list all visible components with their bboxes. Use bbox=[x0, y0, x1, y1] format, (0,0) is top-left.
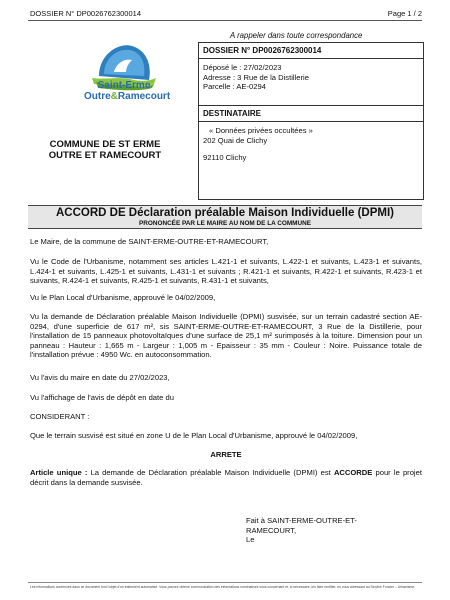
recipient-city: 92110 Clichy bbox=[203, 153, 247, 163]
privacy-footer: Les informations contenues dans ce document font l'objet d'un traitement automatisé. Vous pouvez obtenir communication des informations nominatives vous concernant et, si nécessaire, les faire rectifier, en vous adressant au Service Foncier – Urbanisme. bbox=[30, 585, 416, 589]
header-divider bbox=[28, 20, 422, 21]
article-text: La demande de Déclaration préalable Maison Individuelle (DPMI) est bbox=[90, 468, 331, 477]
recipient-street: 202 Quai de Clichy bbox=[203, 135, 268, 145]
article-text-end: pour le projet décrit dans la demande susvisée. bbox=[30, 468, 422, 487]
decision-title: ACCORD DE Déclaration préalable Maison Individuelle (DPMI) bbox=[55, 207, 395, 219]
article-unique bbox=[30, 468, 422, 487]
recipient-box bbox=[198, 106, 424, 200]
mayor-opinion: Vu l'avis du maire en date du 27/02/2023, bbox=[30, 373, 170, 382]
urban-plan-reference: Vu le Plan Local d'Urbanisme, approuvé le 04/02/2009, bbox=[30, 293, 216, 302]
recipient-details bbox=[199, 122, 423, 163]
deposit-date: Déposé le : 27/02/2023 bbox=[203, 63, 282, 72]
dossier-box-title: DOSSIER N° DP0026762300014 bbox=[199, 43, 423, 59]
article-label: Article unique : bbox=[30, 468, 88, 477]
decision-result: ACCORDE bbox=[333, 468, 373, 477]
logo-wordmark: Saint-Erme Outre&Ramecourt bbox=[84, 80, 171, 102]
zone-statement: Que le terrain susvisé est situé en zone U de le Plan Local d'Urbanisme, approuvé le 04/02/2009, bbox=[30, 431, 358, 440]
posting-notice: Vu l'affichage de l'avis de dépôt en date du bbox=[30, 393, 174, 402]
header-page-number: Page 1 / 2 bbox=[387, 9, 422, 18]
recipient-name: « Données privées occultées » bbox=[209, 126, 313, 135]
recipient-box-title: DESTINATAIRE bbox=[199, 106, 423, 122]
decision-subtitle: PRONONCÉE PAR LE MAIRE AU NOM DE LA COMMUNE bbox=[139, 220, 311, 227]
footer-divider bbox=[28, 582, 422, 583]
mayor-intro: Le Maire, de la commune de SAINT-ERME-OUTRE-ET-RAMECOURT, bbox=[30, 237, 269, 246]
header-dossier-number: DOSSIER N° DP0026762300014 bbox=[30, 9, 141, 18]
dossier-info-box bbox=[198, 42, 424, 106]
property-address: Adresse : 3 Rue de la Distillerie bbox=[203, 72, 309, 82]
legal-references: Vu le Code de l'Urbanisme, notamment ses articles L.421-1 et suivants, L.422-1 et suivants, L.423-1 et suivants, L.424-1 et suivants, L.425-1 et suivants, L.431-1 et suivants ; R.421-1 et suivants, R.422-1 et suivants, R.423-1 et suivants, R.424-1 et suivants, R.425-1 et suivants, R.431-1 et suivants, bbox=[30, 257, 422, 286]
correspondence-reminder: A rappeler dans toute correspondance bbox=[230, 31, 363, 40]
decision-title-bar bbox=[28, 205, 422, 229]
arrete-heading: ARRETE bbox=[210, 450, 242, 459]
dossier-box-details bbox=[199, 59, 423, 92]
commune-name: COMMUNE DE ST ERME OUTRE ET RAMECOURT bbox=[48, 139, 162, 161]
signature-place-line1: Fait à SAINT-ERME-OUTRE-ET- bbox=[246, 516, 357, 525]
parcel-number: Parcelle : AE-0294 bbox=[203, 82, 266, 92]
signature-block bbox=[246, 516, 396, 545]
signature-place-line2: RAMECOURT, bbox=[246, 525, 297, 535]
considerant-heading: CONSIDERANT : bbox=[30, 412, 90, 421]
commune-logo bbox=[74, 36, 174, 128]
signature-date: Le bbox=[246, 535, 255, 545]
application-description: Vu la demande de Déclaration préalable Maison Individuelle (DPMI) susvisée, sur un terrain cadastré section AE-0294, d'une superficie de 617 m², sis SAINT-ERME-OUTRE-ET-RAMECOURT, 3 Rue de la Distillerie, pour l'installation de 15 panneaux photovoltaïques d'une surface de 25,1 m² surimposés à la toiture. Dimension pour un panneau : Hauteur : 1,665 m - Largeur : 1,005 m - Epaisseur : 35 mm - Couleur : Noire. Puissance totale de l'installation prévue : 4950 Wc. en autoconsommation. bbox=[30, 312, 422, 360]
